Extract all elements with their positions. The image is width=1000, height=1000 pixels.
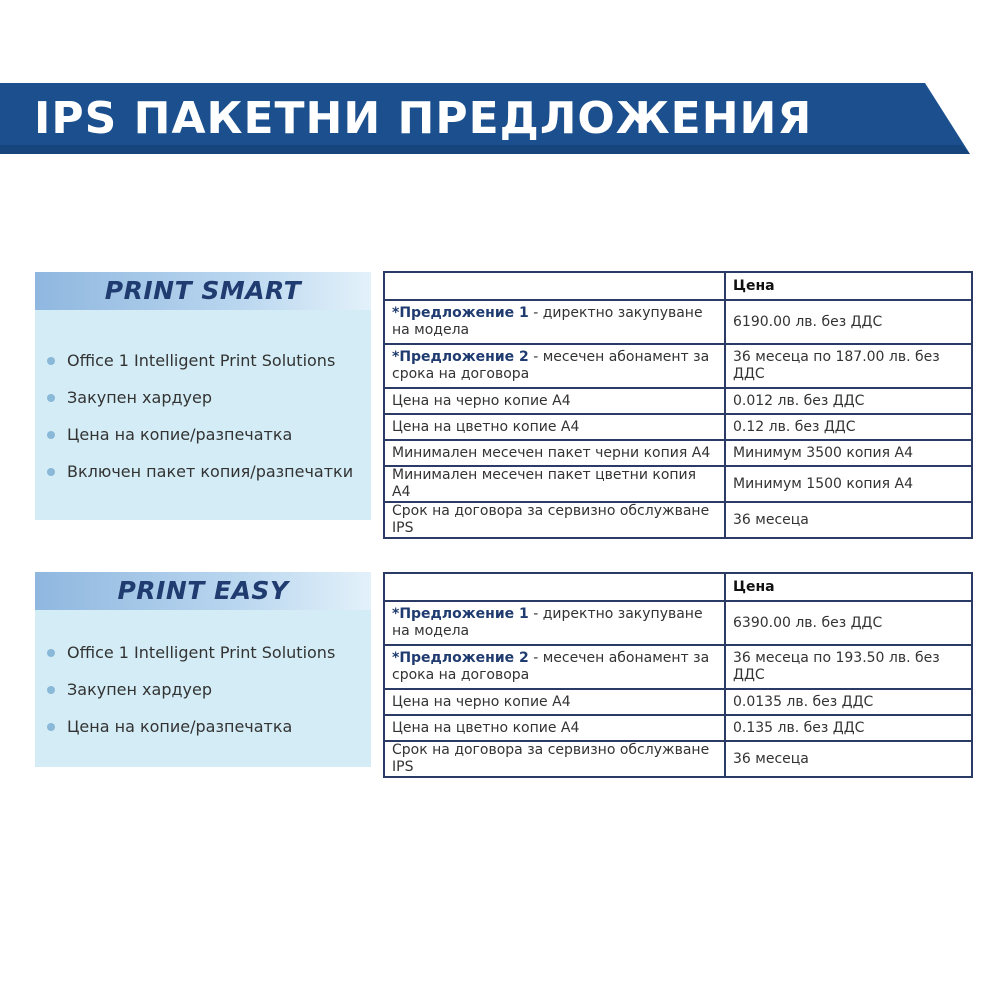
row-value: 0.0135 лв. без ДДС [725,689,972,715]
table-row [384,414,972,440]
table-row [384,689,972,715]
row-value: 36 месеца по 187.00 лв. без ДДС [725,344,972,388]
feature-item: Цена на копие/разпечатка [67,424,292,446]
bullet-icon [47,649,55,657]
table-row [384,300,972,344]
package-card-print-easy [35,572,371,767]
row-value: 36 месеца [725,741,972,777]
header-cell-empty [384,272,725,300]
page-title: IPS ПАКЕТНИ ПРЕДЛОЖЕНИЯ [34,93,813,144]
package-title: PRINT EASY [35,572,371,610]
price-table-print-smart [383,271,973,539]
row-label: *Предложение 2 - месечен абонамент за срока на договора [384,645,725,689]
row-label: Минимален месечен пакет цветни копия А4 [384,466,725,502]
row-label: Цена на черно копие А4 [384,388,725,414]
bullet-icon [47,723,55,731]
row-value: 0.012 лв. без ДДС [725,388,972,414]
feature-item: Закупен хардуер [67,679,212,701]
bullet-icon [47,394,55,402]
table-header-row [384,272,972,300]
row-value: 6390.00 лв. без ДДС [725,601,972,645]
row-label: *Предложение 1 - директно закупуване на модела [384,601,725,645]
package-title: PRINT SMART [35,272,371,310]
page-banner [0,83,970,154]
bullet-icon [47,357,55,365]
row-value: Минимум 3500 копия А4 [725,440,972,466]
row-value: 36 месеца [725,502,972,538]
table-row [384,440,972,466]
header-cell-price: Цена [725,573,972,601]
feature-item: Office 1 Intelligent Print Solutions [67,350,335,372]
table-row [384,466,972,502]
feature-item: Цена на копие/разпечатка [67,716,292,738]
row-label: Цена на цветно копие А4 [384,715,725,741]
row-label: Цена на цветно копие А4 [384,414,725,440]
bullet-icon [47,431,55,439]
table-row [384,645,972,689]
row-value: 0.135 лв. без ДДС [725,715,972,741]
header-cell-empty [384,573,725,601]
row-value: 0.12 лв. без ДДС [725,414,972,440]
row-label: Срок на договора за сервизно обслужване IPS [384,741,725,777]
table-row [384,344,972,388]
row-value: 6190.00 лв. без ДДС [725,300,972,344]
row-label: Цена на черно копие А4 [384,689,725,715]
bullet-icon [47,686,55,694]
price-table-print-easy [383,572,973,778]
row-label: *Предложение 1 - директно закупуване на модела [384,300,725,344]
table-header-row [384,573,972,601]
table-row [384,715,972,741]
table-row [384,741,972,777]
table-row [384,502,972,538]
row-label: *Предложение 2 - месечен абонамент за срока на договора [384,344,725,388]
feature-item: Включен пакет копия/разпечатки [67,461,353,483]
table-row [384,601,972,645]
table-row [384,388,972,414]
package-card-print-smart [35,272,371,520]
feature-item: Office 1 Intelligent Print Solutions [67,642,335,664]
header-cell-price: Цена [725,272,972,300]
row-value: Минимум 1500 копия А4 [725,466,972,502]
row-label: Срок на договора за сервизно обслужване IPS [384,502,725,538]
row-label: Минимален месечен пакет черни копия А4 [384,440,725,466]
bullet-icon [47,468,55,476]
row-value: 36 месеца по 193.50 лв. без ДДС [725,645,972,689]
feature-item: Закупен хардуер [67,387,212,409]
